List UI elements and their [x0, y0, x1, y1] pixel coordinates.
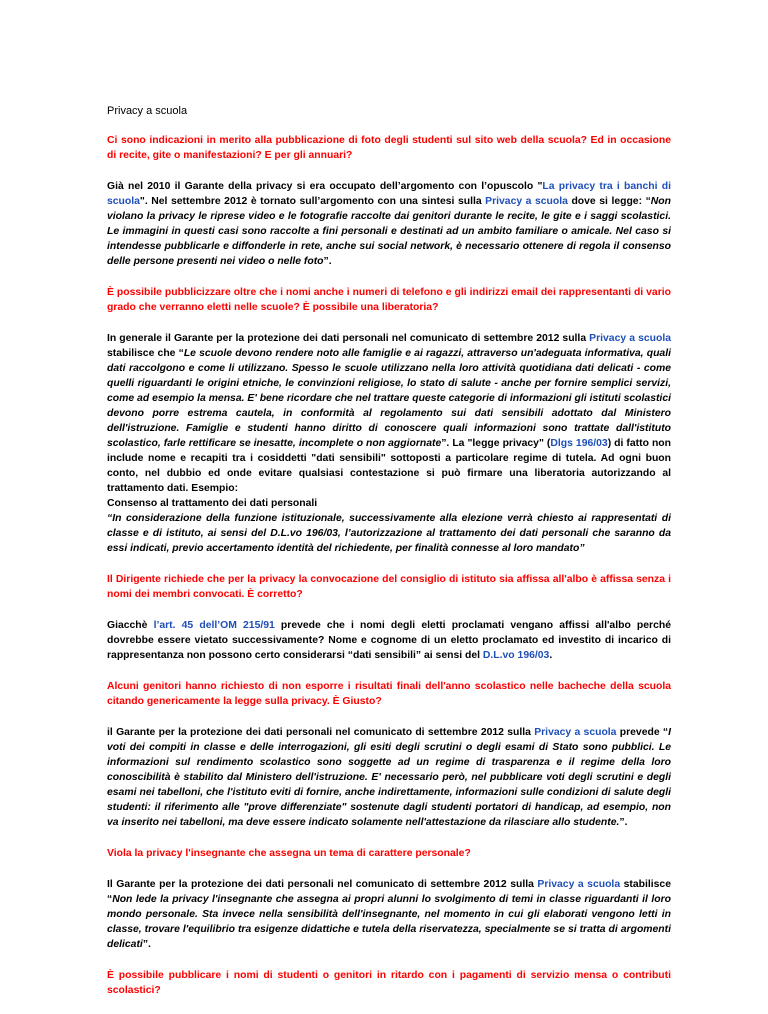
link-privacy-banchi[interactable]: La privacy tra i banchi di scuola	[107, 181, 671, 207]
answer-text: Giacchè	[107, 620, 154, 631]
answer-text: stabilisce “	[107, 879, 671, 905]
question-1: Ci sono indicazioni in merito alla pubblicazione di foto degli studenti sul sito web della scuola? Ed in occasione di recite, gite o manifestazioni? E per gli annuari?	[107, 135, 671, 161]
question-5: Viola la privacy l'insegnante che assegna un tema di carattere personale?	[107, 848, 471, 859]
answer-text: In generale il Garante per la protezione dei dati personali nel comunicato di settembre 2012 sulla	[107, 333, 590, 344]
answer-text: dove si legge: “	[567, 196, 651, 207]
answer-2	[107, 331, 671, 556]
quote-text: Non violano la privacy le riprese video e le fotografie raccolte dai genitori durante le recite, le gite e i saggi scolastici. Le immagini in questi casi sono raccolte a fini personali e destinati ad un ambito familiare o amicale. Nel caso si intendesse pubblicarle e diffonderle in rete, anche sui social network, è necessario ottenere di regola il consenso delle persone presenti nei video o nelle foto	[107, 196, 671, 267]
answer-text: ”.	[323, 256, 332, 267]
link-dlvo-196-03[interactable]: D.L.vo 196/03	[482, 650, 550, 661]
question-4: Alcuni genitori hanno richiesto di non esporre i risultati finali dell'anno scolastico nelle bacheche della scuola citando genericamente la legge sulla privacy. È Giusto?	[107, 681, 671, 707]
question-2: È possibile pubblicizzare oltre che i nomi anche i numeri di telefono e gli indirizzi email dei rappresentanti di vario grado che verranno eletti nelle scuole? È possibile una liberatoria?	[107, 287, 671, 313]
answer-4	[107, 725, 671, 830]
answer-text: ”.	[142, 939, 151, 950]
document-title: Privacy a scuola	[107, 105, 188, 117]
link-privacy-a-scuola[interactable]: Privacy a scuola	[485, 196, 568, 207]
quote-text: Le scuole devono rendere noto alle famiglie e ai ragazzi, attraverso un'adeguata informativa, quali dati raccolgono e come li utilizzano. Spesso le scuole utilizzano nella loro attività quotidiana dati delicati - come quelli riguardanti le origini etniche, le convinzioni religiose, lo stato di salute - anche per fornire semplici servizi, come ad esempio la mensa. E' bene ricordare che nel trattare queste categorie di informazioni gli istituti scolastici devono porre estrema cautela, in conformità al regolamento sui dati sensibili adottato dal Ministero dell'istruzione. Famiglie e studenti hanno diritto di conoscere quali informazioni sono trattate dall'istituto scolastico, farle rettificare se inesatte, incomplete o non aggiornate	[107, 348, 671, 449]
link-dlgs-196-03[interactable]: Dlgs 196/03	[550, 438, 608, 449]
answer-text: Già nel 2010 il Garante della privacy si era occupato dell’argomento con l’opuscolo "	[107, 181, 543, 192]
answer-text: ". Nel settembre 2012 è tornato sull’argomento con una sintesi sulla	[139, 196, 486, 207]
answer-text: ) di fatto non include nome e recapiti tra i cosiddetti "dati sensibili" sottoposti a particolare regime di tutela. Ad ogni buon conto, nel dubbio ed onde evitare qualsiasi contestazione si può firmare una liberatoria autorizzando al trattamento dati. Esempio:	[107, 438, 672, 494]
quote-text: I voti dei compiti in classe e delle interrogazioni, gli esiti degli scrutini o degli esami di Stato sono pubblici. Le informazioni sul rendimento scolastico sono soggette ad un regime di trasparenza e il regime della loro conoscibilità è stabilito dal Ministero dell'istruzione. E' necessario però, nel pubblicare voti degli scrutini e degli esami nei tabelloni, che l'istituto eviti di fornire, anche indirettamente, informazioni sulle condizioni di salute degli studenti: il riferimento alle "prove differenziate" sostenute dagli studenti portatori di handicap, ad esempio, non va inserito nei tabelloni, ma deve essere indicato solamente nell'attestazione da rilasciare allo studente.	[107, 727, 671, 828]
link-art-45-om[interactable]: l’art. 45 dell’OM 215/91	[153, 620, 275, 631]
answer-text: il Garante per la protezione dei dati personali nel comunicato di settembre 2012 sulla	[107, 727, 535, 738]
consent-heading: Consenso al trattamento dei dati personali	[107, 498, 318, 509]
answer-text: prevede “	[616, 727, 669, 738]
document-page	[107, 105, 671, 1014]
answer-5	[107, 877, 671, 952]
answer-text: Il Garante per la protezione dei dati personali nel comunicato di settembre 2012 sulla	[107, 879, 538, 890]
question-6: È possibile pubblicare i nomi di studenti o genitori in ritardo con i pagamenti di servizio mensa o contributi scolastici?	[107, 970, 671, 996]
answer-text: prevede che i nomi degli eletti proclamati vengano affissi all'albo perché dovrebbe essere vietato successivamente? Nome e cognome di un eletto proclamato ed investito di incarico di rappresentanza non possono certo considerarsi “dati sensibili” ai sensi del	[107, 620, 672, 661]
quote-text: Non lede la privacy l'insegnante che assegna ai propri alunni lo svolgimento di temi in classe riguardanti il loro mondo personale. Sta invece nella sensibilità dell'insegnante, nel momento in cui gli elaborati vengono letti in classe, trovare l'equilibrio tra esigenze didattiche e tutela della riservatezza, specialmente se si tratta di argomenti delicati	[107, 894, 671, 950]
link-privacy-a-scuola[interactable]: Privacy a scuola	[534, 727, 617, 738]
answer-1	[107, 179, 671, 269]
quote-text: “In considerazione della funzione istituzionale, successivamente alla elezione verrà chiesto ai rappresentati di classe e di istituto, ai sensi del D.L.vo 196/03, l’autorizzazione al trattamento dei dati personali che saranno da essi indicati, previo accertamento identità del richiedente, per finalità connesse al loro mandato”	[107, 513, 671, 554]
link-privacy-a-scuola[interactable]: Privacy a scuola	[537, 879, 621, 890]
answer-text: ”.	[619, 817, 628, 828]
answer-3	[107, 618, 671, 663]
answer-text: stabilisce che “	[107, 348, 184, 359]
answer-text: ”. La "legge privacy" (	[441, 438, 551, 449]
link-privacy-a-scuola[interactable]: Privacy a scuola	[589, 333, 671, 344]
answer-text: .	[549, 650, 553, 661]
question-3: Il Dirigente richiede che per la privacy la convocazione del consiglio di istituto sia affissa all'albo è affissa senza i nomi dei membri convocati. È corretto?	[107, 574, 671, 600]
